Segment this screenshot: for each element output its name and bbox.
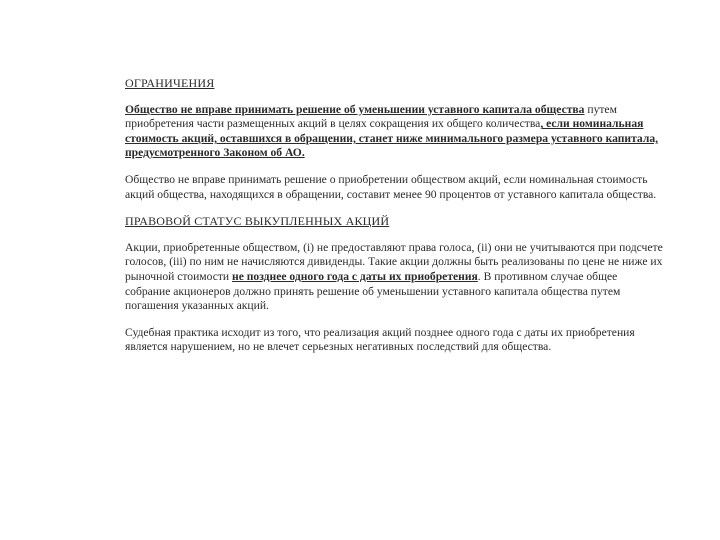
- paragraph-court-practice: Судебная практика исходит из того, что реализация акций позднее одного года с даты их приобретения является нарушением, но не влечет серьезных негативных последствий для общества.: [125, 325, 635, 354]
- paragraph-capital-reduction-restriction: [125, 103, 665, 161]
- document-body: [125, 76, 665, 367]
- bold-underlined-text: не позднее одного года с даты их приобретения: [232, 269, 478, 283]
- paragraph-acquired-shares-status: [125, 241, 665, 314]
- plain-text: Акции, приобретенные обществом, (i) не предоставляют права голоса, (ii) они не учитываются при подсчете голосов, (iii) по ним не начисляются дивиденды. Такие акции должны быть реализованы по цене не ниже их рыночной стоимости: [125, 240, 663, 283]
- bold-underlined-text: , если номинальная стоимость акций, оставшихся в обращении, станет ниже минимального размера уставного капитала, предусмотренного Законом об АО.: [125, 117, 659, 160]
- plain-text: путем приобретения части размещенных акций в целях сокращения их общего количества: [125, 102, 617, 131]
- bold-underlined-text: Общество не вправе принимать решение об уменьшении уставного капитала общества: [125, 102, 585, 116]
- paragraph-acquisition-restriction: Общество не вправе принимать решение о приобретении обществом акций, если номинальная стоимость акций общества, находящихся в обращении, составит менее 90 процентов от уставного капитала общества.: [125, 172, 657, 201]
- section-heading-legal-status: ПРАВОВОЙ СТАТУС ВЫКУПЛЕННЫХ АКЦИЙ: [125, 214, 390, 229]
- section-heading-restrictions: ОГРАНИЧЕНИЯ: [125, 76, 215, 90]
- plain-text: . В противном случае общее собрание акционеров должно принять решение об уменьшении уставного капитала общества путем погашения указанных акций.: [125, 269, 621, 313]
